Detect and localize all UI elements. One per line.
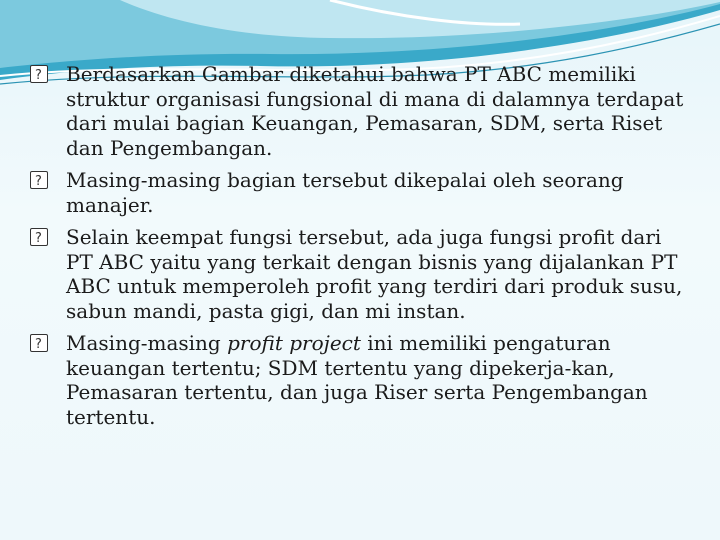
missing-glyph-bullet-icon <box>30 334 48 352</box>
bullet-item <box>30 168 690 217</box>
bullet-text-end: ini memiliki pengaturan keuangan tertentu; SDM tertentu yang dipekerja-kan, Pemasaran tertentu, dan juga Riser serta Pengembangan tertentu. <box>66 331 648 429</box>
bullet-text: Selain keempat fungsi tersebut, ada juga fungsi profit dari PT ABC yaitu yang terkait dengan bisnis yang dijalankan PT ABC untuk memperoleh profit yang terdiri dari produk susu, sabun mandi, pasta gigi, dan mi instan. <box>66 225 683 323</box>
missing-glyph-bullet-icon <box>30 65 48 83</box>
bullet-text: Masing-masing bagian tersebut dikepalai oleh seorang manajer. <box>66 168 624 217</box>
bullet-item <box>30 62 690 160</box>
missing-glyph-bullet-icon <box>30 228 48 246</box>
bullet-item <box>30 225 690 323</box>
bullet-list <box>30 62 690 429</box>
bullet-text: Berdasarkan Gambar diketahui bahwa PT ABC memiliki struktur organisasi fungsional di mana di dalamnya terdapat dari mulai bagian Keuangan, Pemasaran, SDM, serta Riset dan Pengembangan. <box>66 62 684 160</box>
bullet-text-start: Masing-masing <box>66 331 228 355</box>
bullet-item <box>30 331 690 429</box>
bullet-text-italic: profit project <box>227 331 361 355</box>
missing-glyph-bullet-icon <box>30 171 48 189</box>
